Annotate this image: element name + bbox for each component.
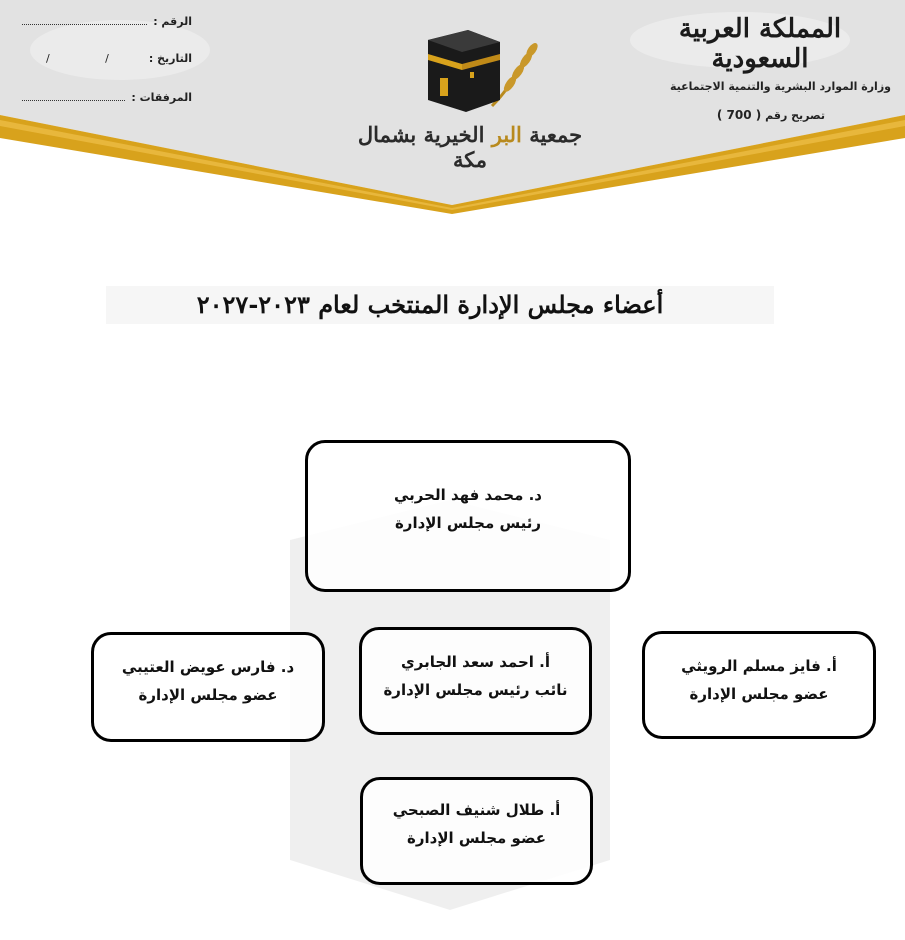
member-role: رئيس مجلس الإدارة bbox=[394, 514, 542, 532]
date-slashes: / / bbox=[45, 52, 135, 65]
member-role: عضو مجلس الإدارة bbox=[689, 685, 829, 703]
reference-fields bbox=[22, 14, 192, 128]
member-name: د. محمد فهد الحربي bbox=[394, 486, 542, 504]
member-card-left bbox=[91, 632, 325, 742]
member-name: أ. فايز مسلم الرويثي bbox=[681, 657, 837, 675]
member-role: عضو مجلس الإدارة bbox=[407, 829, 546, 847]
kaaba-logo-icon bbox=[400, 18, 550, 113]
permit-value: ( 700 ) bbox=[716, 108, 762, 122]
member-role: نائب رئيس مجلس الإدارة bbox=[383, 681, 568, 699]
permit-label: تصريح رقم bbox=[765, 109, 825, 122]
association-name-gold: البر bbox=[491, 122, 522, 147]
page-title: أعضاء مجلس الإدارة المنتخب لعام ٢٠٢٣-٢٠٢٧ bbox=[196, 290, 664, 319]
member-card-bottom bbox=[360, 777, 593, 885]
member-name: د. فارس عويض العتيبي bbox=[121, 658, 295, 676]
association-name-part1: جمعية bbox=[529, 122, 583, 147]
attachments-row bbox=[22, 90, 192, 128]
member-card-right bbox=[642, 631, 876, 739]
member-role: عضو مجلس الإدارة bbox=[138, 686, 278, 704]
member-card-chairman bbox=[305, 440, 631, 592]
date-label: التاريخ : bbox=[148, 52, 192, 65]
ref-number-row bbox=[22, 14, 192, 52]
association-name bbox=[350, 122, 590, 172]
kingdom-name: المملكة العربية السعودية bbox=[678, 14, 842, 74]
ref-number-label: الرقم : bbox=[153, 15, 192, 28]
member-name: أ. احمد سعد الجابري bbox=[401, 653, 550, 671]
association-name-part2: الخيرية بشمال مكة bbox=[357, 122, 488, 172]
ref-number-line bbox=[22, 14, 147, 25]
attachments-line bbox=[22, 90, 125, 101]
attachments-label: المرفقات : bbox=[131, 91, 192, 104]
member-name: أ. طلال شنيف الصبحي bbox=[392, 801, 561, 819]
permit-number bbox=[675, 108, 825, 122]
member-card-vice-chairman bbox=[359, 627, 592, 735]
ministry-name: وزارة الموارد البشرية والتنمية الاجتماعية bbox=[669, 80, 891, 93]
date-row bbox=[22, 52, 192, 90]
